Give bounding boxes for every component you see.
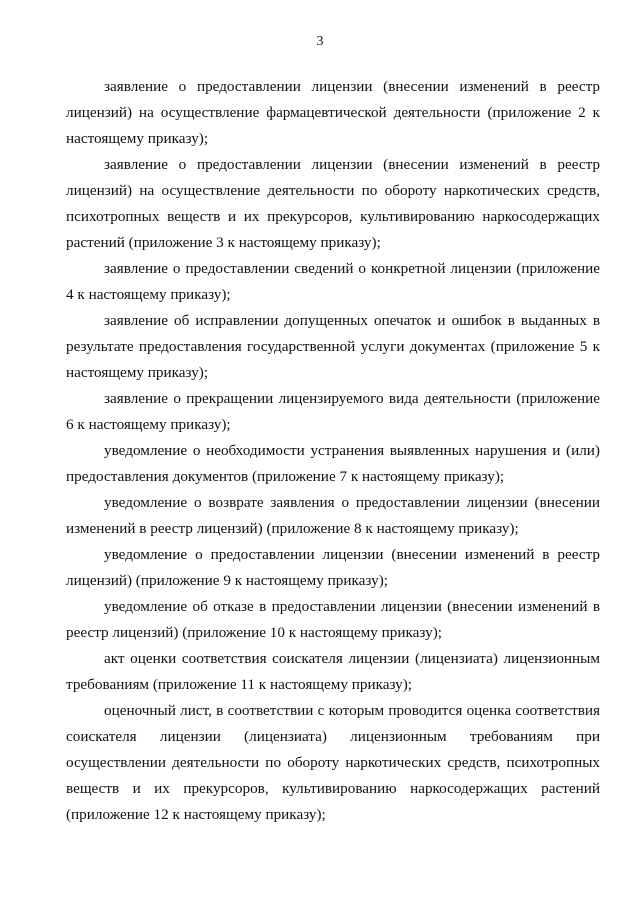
paragraph: заявление о предоставлении лицензии (внесении изменений в реестр лицензий) на осуществление фармацевтической деятельности (приложение 2 к настоящему приказу);: [66, 78, 600, 147]
paragraph: заявление об исправлении допущенных опечаток и ошибок в выданных в результате предоставления государственной услуги документах (приложение 5 к настоящему приказу);: [66, 312, 600, 381]
page-number: 3: [316, 34, 324, 49]
paragraph: заявление о предоставлении лицензии (внесении изменений в реестр лицензий) на осуществление деятельности по обороту наркотических средств, психотропных веществ и их прекурсоров, культивированию наркосодержащих растений (приложение 3 к настоящему приказу);: [66, 156, 600, 251]
paragraph: уведомление о предоставлении лицензии (внесении изменений в реестр лицензий) (приложение 9 к настоящему приказу);: [66, 546, 600, 589]
paragraph: уведомление о необходимости устранения выявленных нарушения и (или) предоставления документов (приложение 7 к настоящему приказу);: [66, 442, 600, 485]
paragraph: заявление о предоставлении сведений о конкретной лицензии (приложение 4 к настоящему приказу);: [66, 260, 600, 303]
paragraph: акт оценки соответствия соискателя лицензии (лицензиата) лицензионным требованиям (приложение 11 к настоящему приказу);: [66, 650, 600, 693]
document-body: [66, 74, 600, 828]
paragraph: заявление о прекращении лицензируемого вида деятельности (приложение 6 к настоящему приказу);: [66, 390, 600, 433]
paragraph: уведомление об отказе в предоставлении лицензии (внесении изменений в реестр лицензий) (приложение 10 к настоящему приказу);: [66, 598, 600, 641]
paragraph: оценочный лист, в соответствии с которым проводится оценка соответствия соискателя лицензии (лицензиата) лицензионным требованиям при осуществлении деятельности по обороту наркотических средств, психотропных веществ и их прекурсоров, культивированию наркосодержащих растений (приложение 12 к настоящему приказу);: [66, 702, 600, 823]
paragraph: уведомление о возврате заявления о предоставлении лицензии (внесении изменений в реестр лицензий) (приложение 8 к настоящему приказу);: [66, 494, 600, 537]
